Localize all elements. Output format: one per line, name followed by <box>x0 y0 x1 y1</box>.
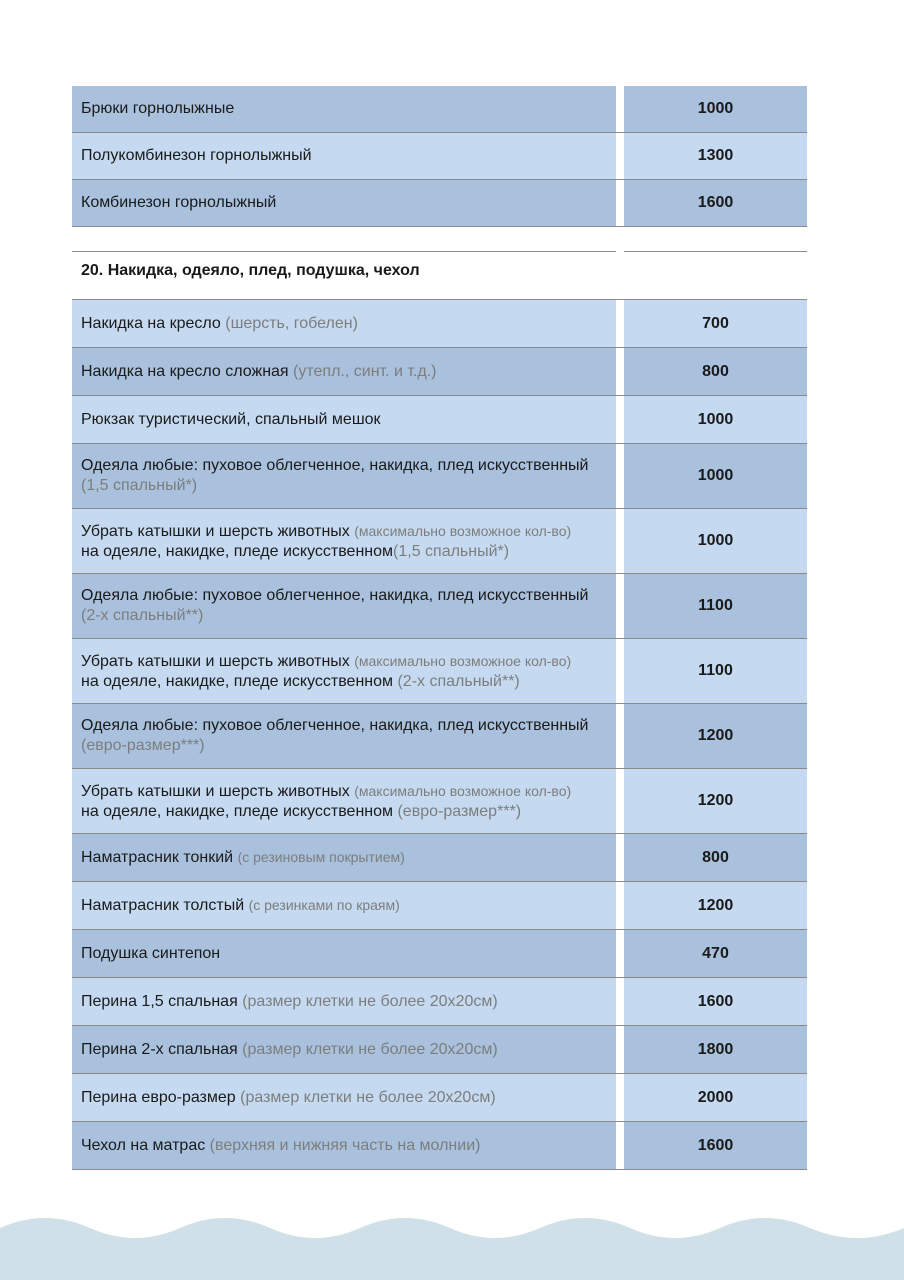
table-row <box>72 444 807 509</box>
table-row <box>72 1074 807 1122</box>
item-name: Наматрасник толстый (с резинками по краям) <box>72 882 616 929</box>
item-price: 1600 <box>624 1122 807 1169</box>
item-price: 700 <box>624 300 807 347</box>
item-name: Перина евро-размер (размер клетки не более 20х20см) <box>72 1074 616 1121</box>
table-row <box>72 86 807 133</box>
table-row <box>72 834 807 882</box>
item-price: 1000 <box>624 396 807 443</box>
item-price: 2000 <box>624 1074 807 1121</box>
table-row <box>72 180 807 227</box>
table-row <box>72 882 807 930</box>
item-name: Комбинезон горнолыжный <box>72 180 616 226</box>
table-row <box>72 1026 807 1074</box>
item-price: 1000 <box>624 86 807 132</box>
item-price: 1200 <box>624 704 807 768</box>
table-row <box>72 133 807 180</box>
item-name: Перина 1,5 спальная (размер клетки не более 20х20см) <box>72 978 616 1025</box>
item-name: Перина 2-х спальная (размер клетки не более 20х20см) <box>72 1026 616 1073</box>
table-row <box>72 930 807 978</box>
item-price: 800 <box>624 834 807 881</box>
item-price: 1200 <box>624 882 807 929</box>
item-price: 1800 <box>624 1026 807 1073</box>
item-name: Подушка синтепон <box>72 930 616 977</box>
table-row <box>72 348 807 396</box>
item-name: Накидка на кресло (шерсть, гобелен) <box>72 300 616 347</box>
table-row <box>72 396 807 444</box>
item-price: 470 <box>624 930 807 977</box>
table-row <box>72 639 807 704</box>
table-row <box>72 1122 807 1170</box>
item-price: 1100 <box>624 639 807 703</box>
item-name: Наматрасник тонкий (с резиновым покрытием) <box>72 834 616 881</box>
item-price: 1000 <box>624 444 807 508</box>
item-price: 1200 <box>624 769 807 833</box>
item-price: 1000 <box>624 509 807 573</box>
item-name: Одеяла любые: пуховое облегченное, накидка, плед искусственный (2-х спальный**) <box>72 574 616 638</box>
table-row <box>72 574 807 639</box>
item-price: 800 <box>624 348 807 395</box>
item-name: Рюкзак туристический, спальный мешок <box>72 396 616 443</box>
item-name: Полукомбинезон горнолыжный <box>72 133 616 179</box>
item-name: Убрать катышки и шерсть животных (максимально возможное кол-во) на одеяле, накидке, пледе искусственном (2-х спальный**) <box>72 639 616 703</box>
item-name: Чехол на матрас (верхняя и нижняя часть на молнии) <box>72 1122 616 1169</box>
item-price: 1100 <box>624 574 807 638</box>
table-row <box>72 769 807 834</box>
item-price: 1600 <box>624 180 807 226</box>
wave-decoration <box>0 1210 904 1280</box>
item-price: 1600 <box>624 978 807 1025</box>
item-name: Убрать катышки и шерсть животных (максимально возможное кол-во) на одеяле, накидке, пледе искусственном(1,5 спальный*) <box>72 509 616 573</box>
table-row <box>72 300 807 348</box>
table-row <box>72 509 807 574</box>
item-price: 1300 <box>624 133 807 179</box>
wave-shape <box>0 1218 904 1280</box>
item-name: Накидка на кресло сложная (утепл., синт. и т.д.) <box>72 348 616 395</box>
item-name: Одеяла любые: пуховое облегченное, накидка, плед искусственный (евро-размер***) <box>72 704 616 768</box>
item-name: Одеяла любые: пуховое облегченное, накидка, плед искусственный (1,5 спальный*) <box>72 444 616 508</box>
section-title: 20. Накидка, одеяло, плед, подушка, чехол <box>81 262 420 279</box>
table-row <box>72 978 807 1026</box>
table-row <box>72 704 807 769</box>
item-name: Брюки горнолыжные <box>72 86 616 132</box>
section-price-table <box>72 299 807 1170</box>
top-price-table <box>72 86 807 227</box>
item-name: Убрать катышки и шерсть животных (максимально возможное кол-во) на одеяле, накидке, пледе искусственном (евро-размер***) <box>72 769 616 833</box>
section-header <box>72 251 807 299</box>
